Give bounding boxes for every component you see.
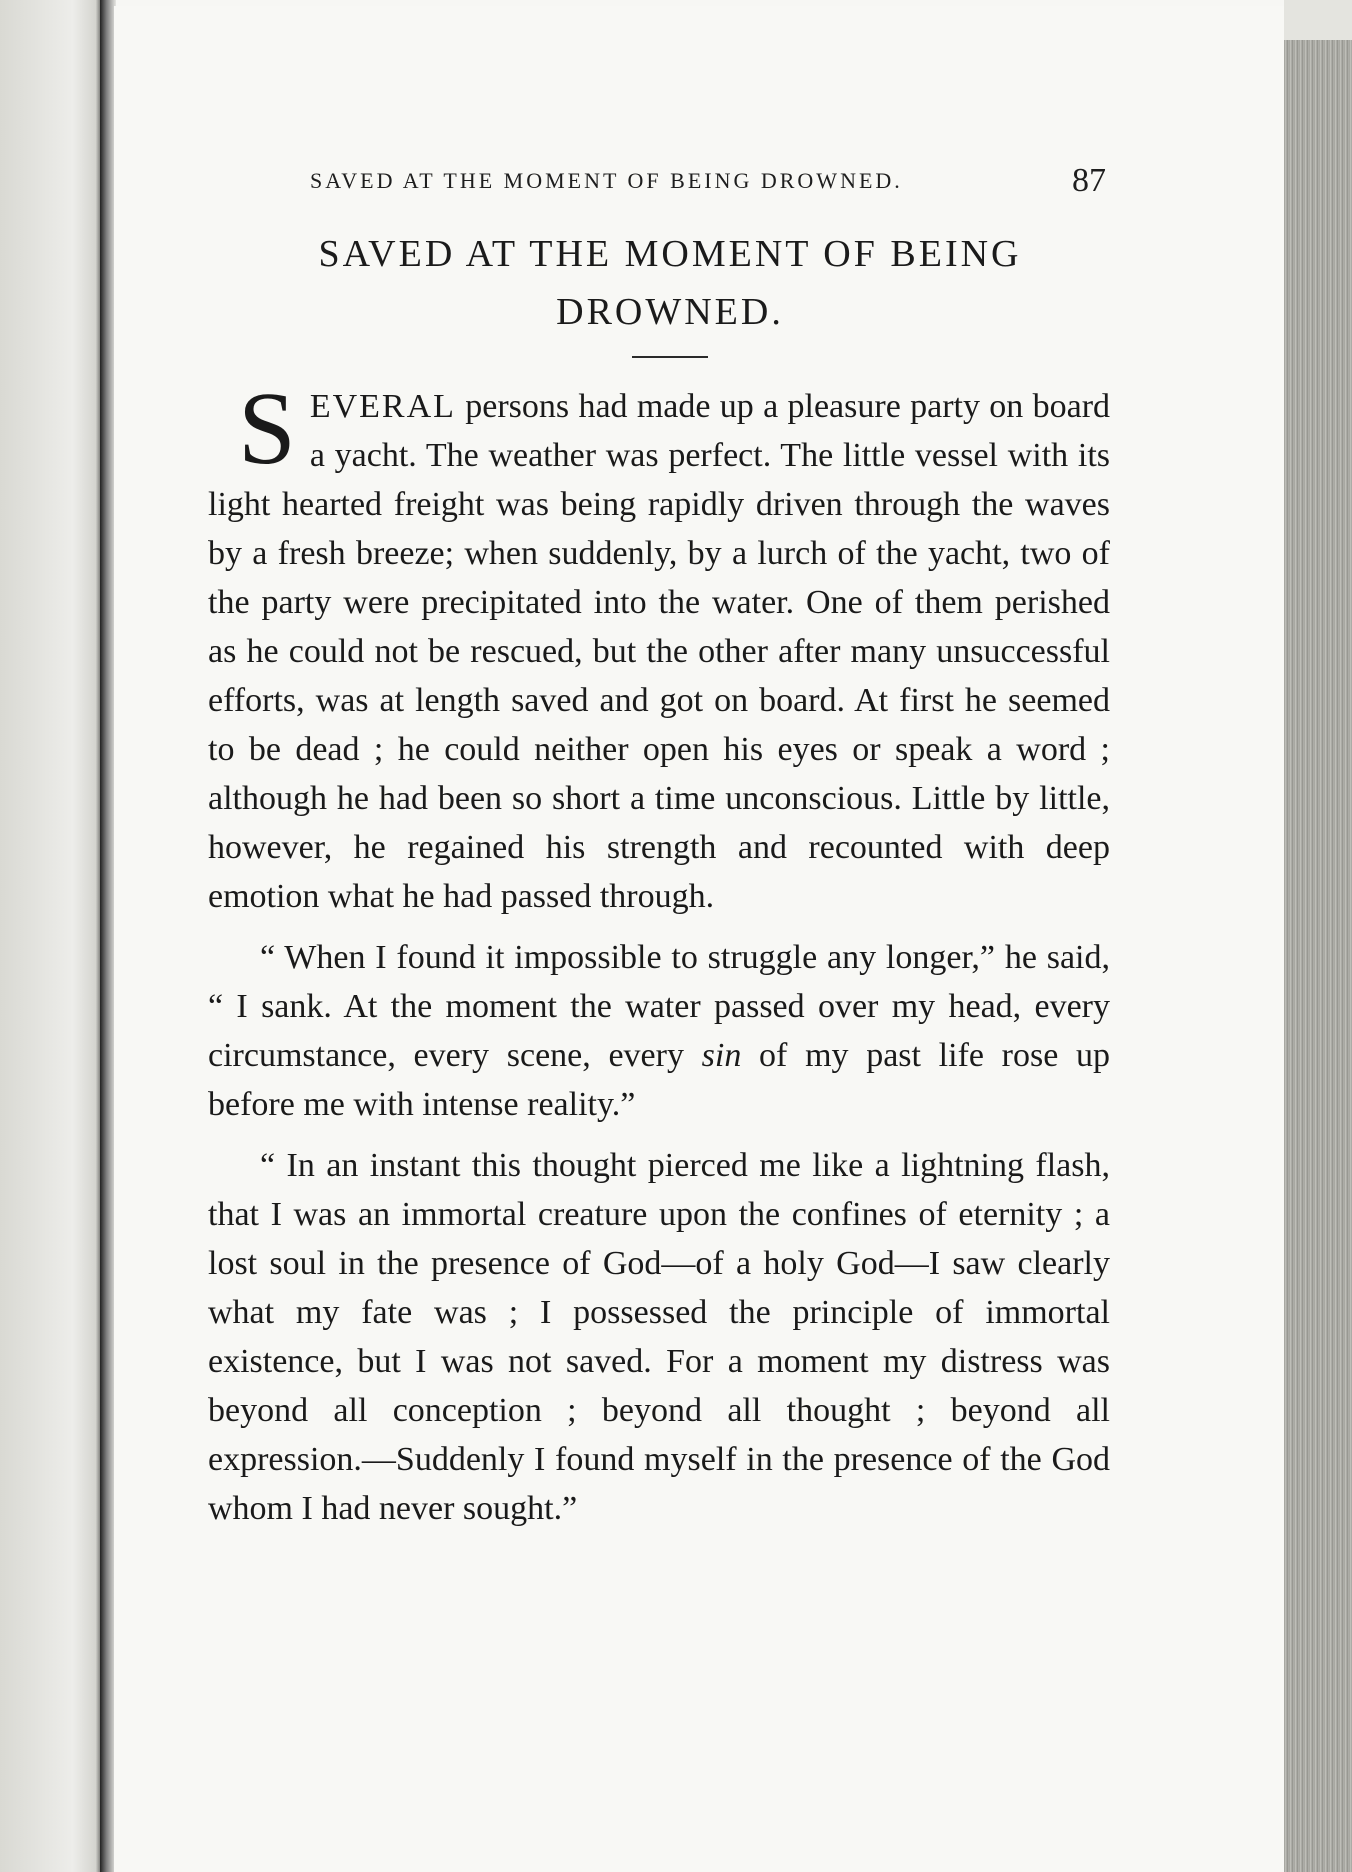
- title-rule: [632, 356, 708, 358]
- paragraph-1-text: persons had made up a pleasure party on board a yacht. The weather was perfect. The little vessel with its light hearted freight was being rapidly driven through the waves by a fresh breeze; when suddenly, by a lurch of the yacht, two of the party were precipitated into the water. One of them perished as he could not be rescued, but the other after many unsuccessful efforts, was at length saved and got on board. At first he seemed to be dead ; he could neither open his eyes or speak a word ; although he had been so short a time unconscious. Little by little, however, he regained his strength and recounted with deep emotion what he had passed through.: [208, 388, 1111, 915]
- drop-cap: S: [238, 371, 296, 486]
- paragraph-3: [208, 1141, 1110, 1533]
- page-stack-top: [1284, 0, 1352, 40]
- paragraph-2-text-after: of my past life rose up before me with intense reality.”: [208, 1037, 1111, 1123]
- paragraph-2-italic-word: sin: [701, 1037, 742, 1074]
- paragraph-1: [208, 371, 1111, 921]
- page-number: 87: [1072, 162, 1106, 199]
- paragraph-2: [208, 933, 1110, 1129]
- body-text: [208, 371, 1111, 1545]
- page-stack-edge: [1284, 40, 1352, 1872]
- left-page-edge: [0, 0, 104, 1872]
- paragraph-3-text: “ In an instant this thought pierced me like a lightning flash, that I was an immortal creature upon the confines of eternity ; a lost soul in the presence of God—of a holy God—I saw clearly what my fate was ; I possessed the principle of immortal existence, but I was not saved. For a moment my distress was beyond all conception ; beyond all thought ; beyond all expression.—Suddenly I found myself in the presence of the God whom I had never sought.”: [208, 1147, 1110, 1527]
- running-head: SAVED AT THE MOMENT OF BEING DROWNED.: [310, 168, 903, 193]
- paragraph-2-text-before: “ When I found it impossible to struggle any longer,” he said, “ I sank. At the moment the water passed over my head, every circumstance, every scene, every: [208, 939, 1110, 1074]
- chapter-title: SAVED AT THE MOMENT OF BEING DROWNED.: [318, 233, 1022, 333]
- lead-caps: EVERAL: [309, 388, 456, 425]
